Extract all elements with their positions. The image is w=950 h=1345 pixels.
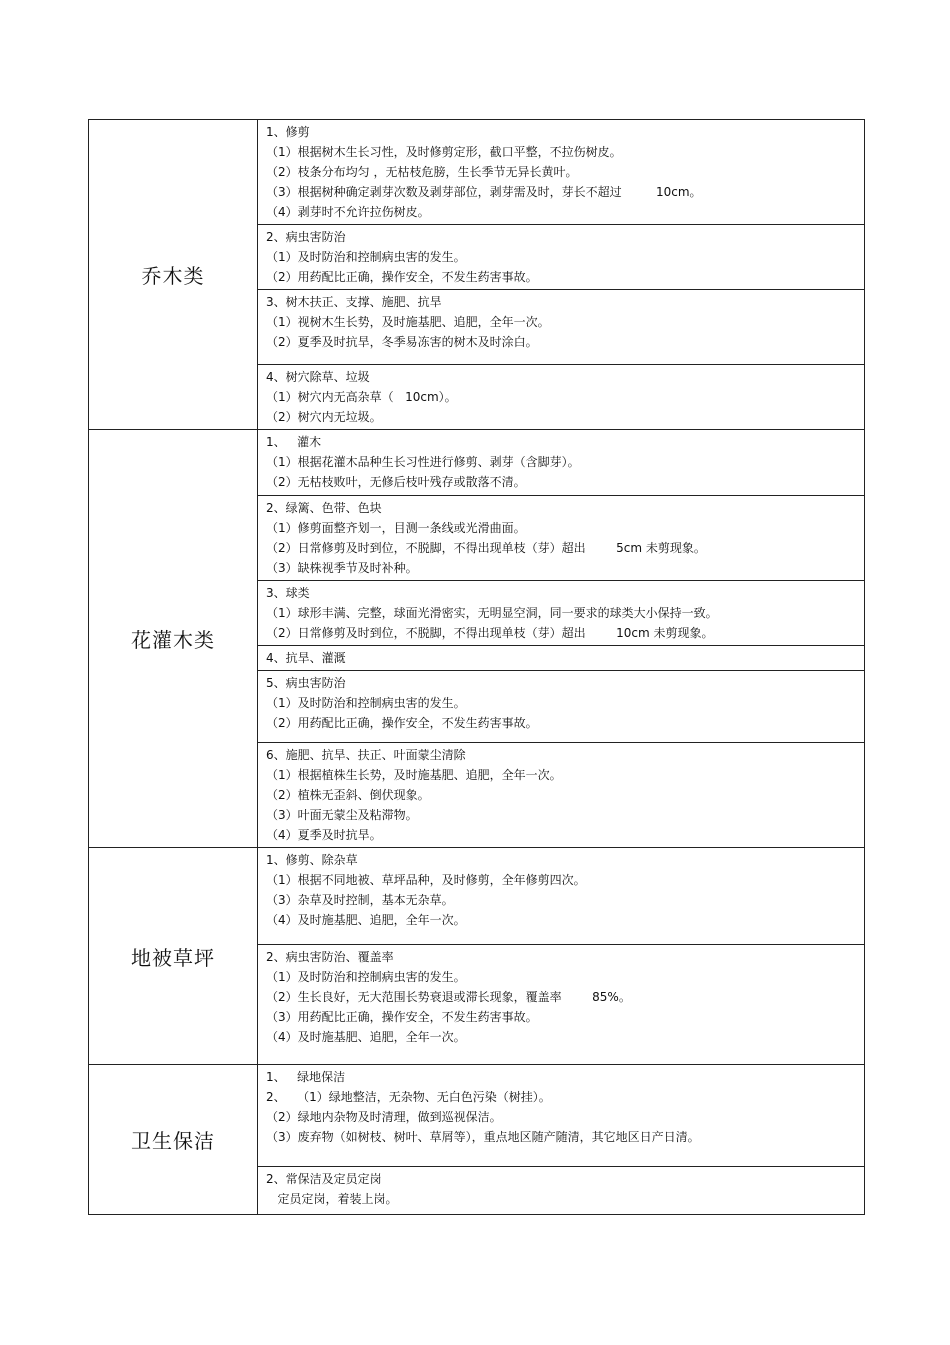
requirement-line: （2）树穴内无垃圾。	[266, 410, 382, 424]
requirement-line: （1）根据花灌木品种生长习性进行修剪、剥芽（含脚芽）。	[266, 455, 580, 469]
table-body	[89, 120, 865, 1215]
requirement-cell	[258, 1065, 865, 1167]
requirement-title: 4、树穴除草、垃圾	[266, 370, 370, 384]
requirement-title: 2、病虫害防治、覆盖率	[266, 950, 394, 964]
requirement-line: 定员定岗，着装上岗。	[266, 1192, 398, 1206]
requirement-title: 5、病虫害防治	[266, 676, 346, 690]
requirement-line: （3）根据树种确定剥芽次数及剥芽部位，剥芽需及时，芽长不超过 10cm。	[266, 185, 702, 199]
table-row	[89, 430, 865, 496]
requirement-line: （1）及时防治和控制病虫害的发生。	[266, 250, 466, 264]
requirement-line: （3）缺株视季节及时补种。	[266, 561, 418, 575]
requirement-title: 1、修剪	[266, 125, 310, 139]
requirement-line: （3）杂草及时控制，基本无杂草。	[266, 893, 454, 907]
requirement-cell	[258, 120, 865, 225]
category-label: 花灌木类	[131, 628, 215, 652]
requirement-line: （1）修剪面整齐划一，目测一条线或光滑曲面。	[266, 521, 526, 535]
requirement-cell	[258, 581, 865, 646]
requirement-cell	[258, 1167, 865, 1215]
requirement-line: （1）及时防治和控制病虫害的发生。	[266, 696, 466, 710]
requirement-cell	[258, 848, 865, 945]
table-row	[89, 1065, 865, 1167]
requirement-title: 1、 灌木	[266, 435, 322, 449]
requirement-line: （1）视树木生长势，及时施基肥、追肥，全年一次。	[266, 315, 550, 329]
requirement-title: 2、常保洁及定员定岗	[266, 1172, 382, 1186]
requirement-title: 3、树木扶正、支撑、施肥、抗旱	[266, 295, 442, 309]
category-cell	[89, 430, 258, 848]
requirement-line: （1）根据不同地被、草坪品种，及时修剪，全年修剪四次。	[266, 873, 586, 887]
requirement-line: （2）无枯枝败叶，无修后枝叶残存或散落不清。	[266, 475, 526, 489]
requirement-line: （2）日常修剪及时到位，不脱脚，不得出现单枝（芽）超出 10cm 未剪现象。	[266, 626, 714, 640]
requirement-line: （2）日常修剪及时到位，不脱脚，不得出现单枝（芽）超出 5cm 未剪现象。	[266, 541, 706, 555]
requirement-line: （3）叶面无蒙尘及粘滞物。	[266, 808, 418, 822]
requirement-line: （1）球形丰满、完整，球面光滑密实，无明显空洞，同一要求的球类大小保持一致。	[266, 606, 718, 620]
category-cell	[89, 120, 258, 430]
requirement-line: （2）绿地内杂物及时清理，做到巡视保洁。	[266, 1110, 502, 1124]
table-row	[89, 120, 865, 225]
requirement-line: （1）及时防治和控制病虫害的发生。	[266, 970, 466, 984]
category-label: 卫生保洁	[131, 1129, 215, 1153]
requirement-line: （4）夏季及时抗旱。	[266, 828, 382, 842]
requirement-cell	[258, 430, 865, 496]
requirement-title: 6、施肥、抗旱、扶正、叶面蒙尘清除	[266, 748, 466, 762]
requirement-line: （3）用药配比正确，操作安全，不发生药害事故。	[266, 1010, 538, 1024]
requirement-cell	[258, 743, 865, 848]
requirement-title: 2、绿篱、色带、色块	[266, 501, 382, 515]
requirement-line: （1）根据植株生长势，及时施基肥、追肥，全年一次。	[266, 768, 562, 782]
requirement-title: 1、 绿地保洁	[266, 1070, 346, 1084]
requirement-cell	[258, 496, 865, 581]
category-cell	[89, 848, 258, 1065]
requirement-line: （2）用药配比正确，操作安全，不发生药害事故。	[266, 716, 538, 730]
category-cell	[89, 1065, 258, 1215]
requirement-line: （2）枝条分布均匀 ，无枯枝危膀，生长季节无异长黄叶。	[266, 165, 578, 179]
requirement-line: （1）树穴内无高杂草（ 10cm）。	[266, 390, 457, 404]
requirement-line: （1）根据树木生长习性，及时修剪定形，截口平整，不拉伤树皮。	[266, 145, 622, 159]
table-row	[89, 848, 865, 945]
requirement-cell	[258, 646, 865, 671]
category-label: 地被草坪	[131, 945, 215, 970]
requirement-cell	[258, 365, 865, 430]
requirement-line: （2）生长良好，无大范围长势衰退或滞长现象，覆盖率 85%。	[266, 990, 631, 1004]
requirement-title: 2、病虫害防治	[266, 230, 346, 244]
requirement-title: 4、抗旱、灌溉	[266, 651, 346, 665]
requirement-line: 2、 （1）绿地整洁，无杂物、无白色污染（树挂）。	[266, 1090, 551, 1104]
requirement-line: （2）用药配比正确，操作安全，不发生药害事故。	[266, 270, 538, 284]
requirement-line: （4）及时施基肥、追肥，全年一次。	[266, 1030, 466, 1044]
requirement-cell	[258, 290, 865, 365]
requirement-cell	[258, 671, 865, 743]
requirement-title: 1、修剪、除杂草	[266, 853, 358, 867]
requirement-cell	[258, 945, 865, 1065]
standards-table	[88, 119, 865, 1215]
requirement-line: （4）剥芽时不允许拉伤树皮。	[266, 205, 430, 219]
category-label: 乔木类	[141, 264, 205, 288]
requirement-cell	[258, 225, 865, 290]
requirement-line: （2）夏季及时抗旱，冬季易冻害的树木及时涂白。	[266, 335, 538, 349]
requirement-title: 3、球类	[266, 586, 310, 600]
requirement-line: （3）废弃物（如树枝、树叶、草屑等），重点地区随产随清，其它地区日产日清。	[266, 1130, 700, 1144]
requirement-line: （4）及时施基肥、追肥，全年一次。	[266, 913, 466, 927]
requirement-line: （2）植株无歪斜、倒伏现象。	[266, 788, 430, 802]
